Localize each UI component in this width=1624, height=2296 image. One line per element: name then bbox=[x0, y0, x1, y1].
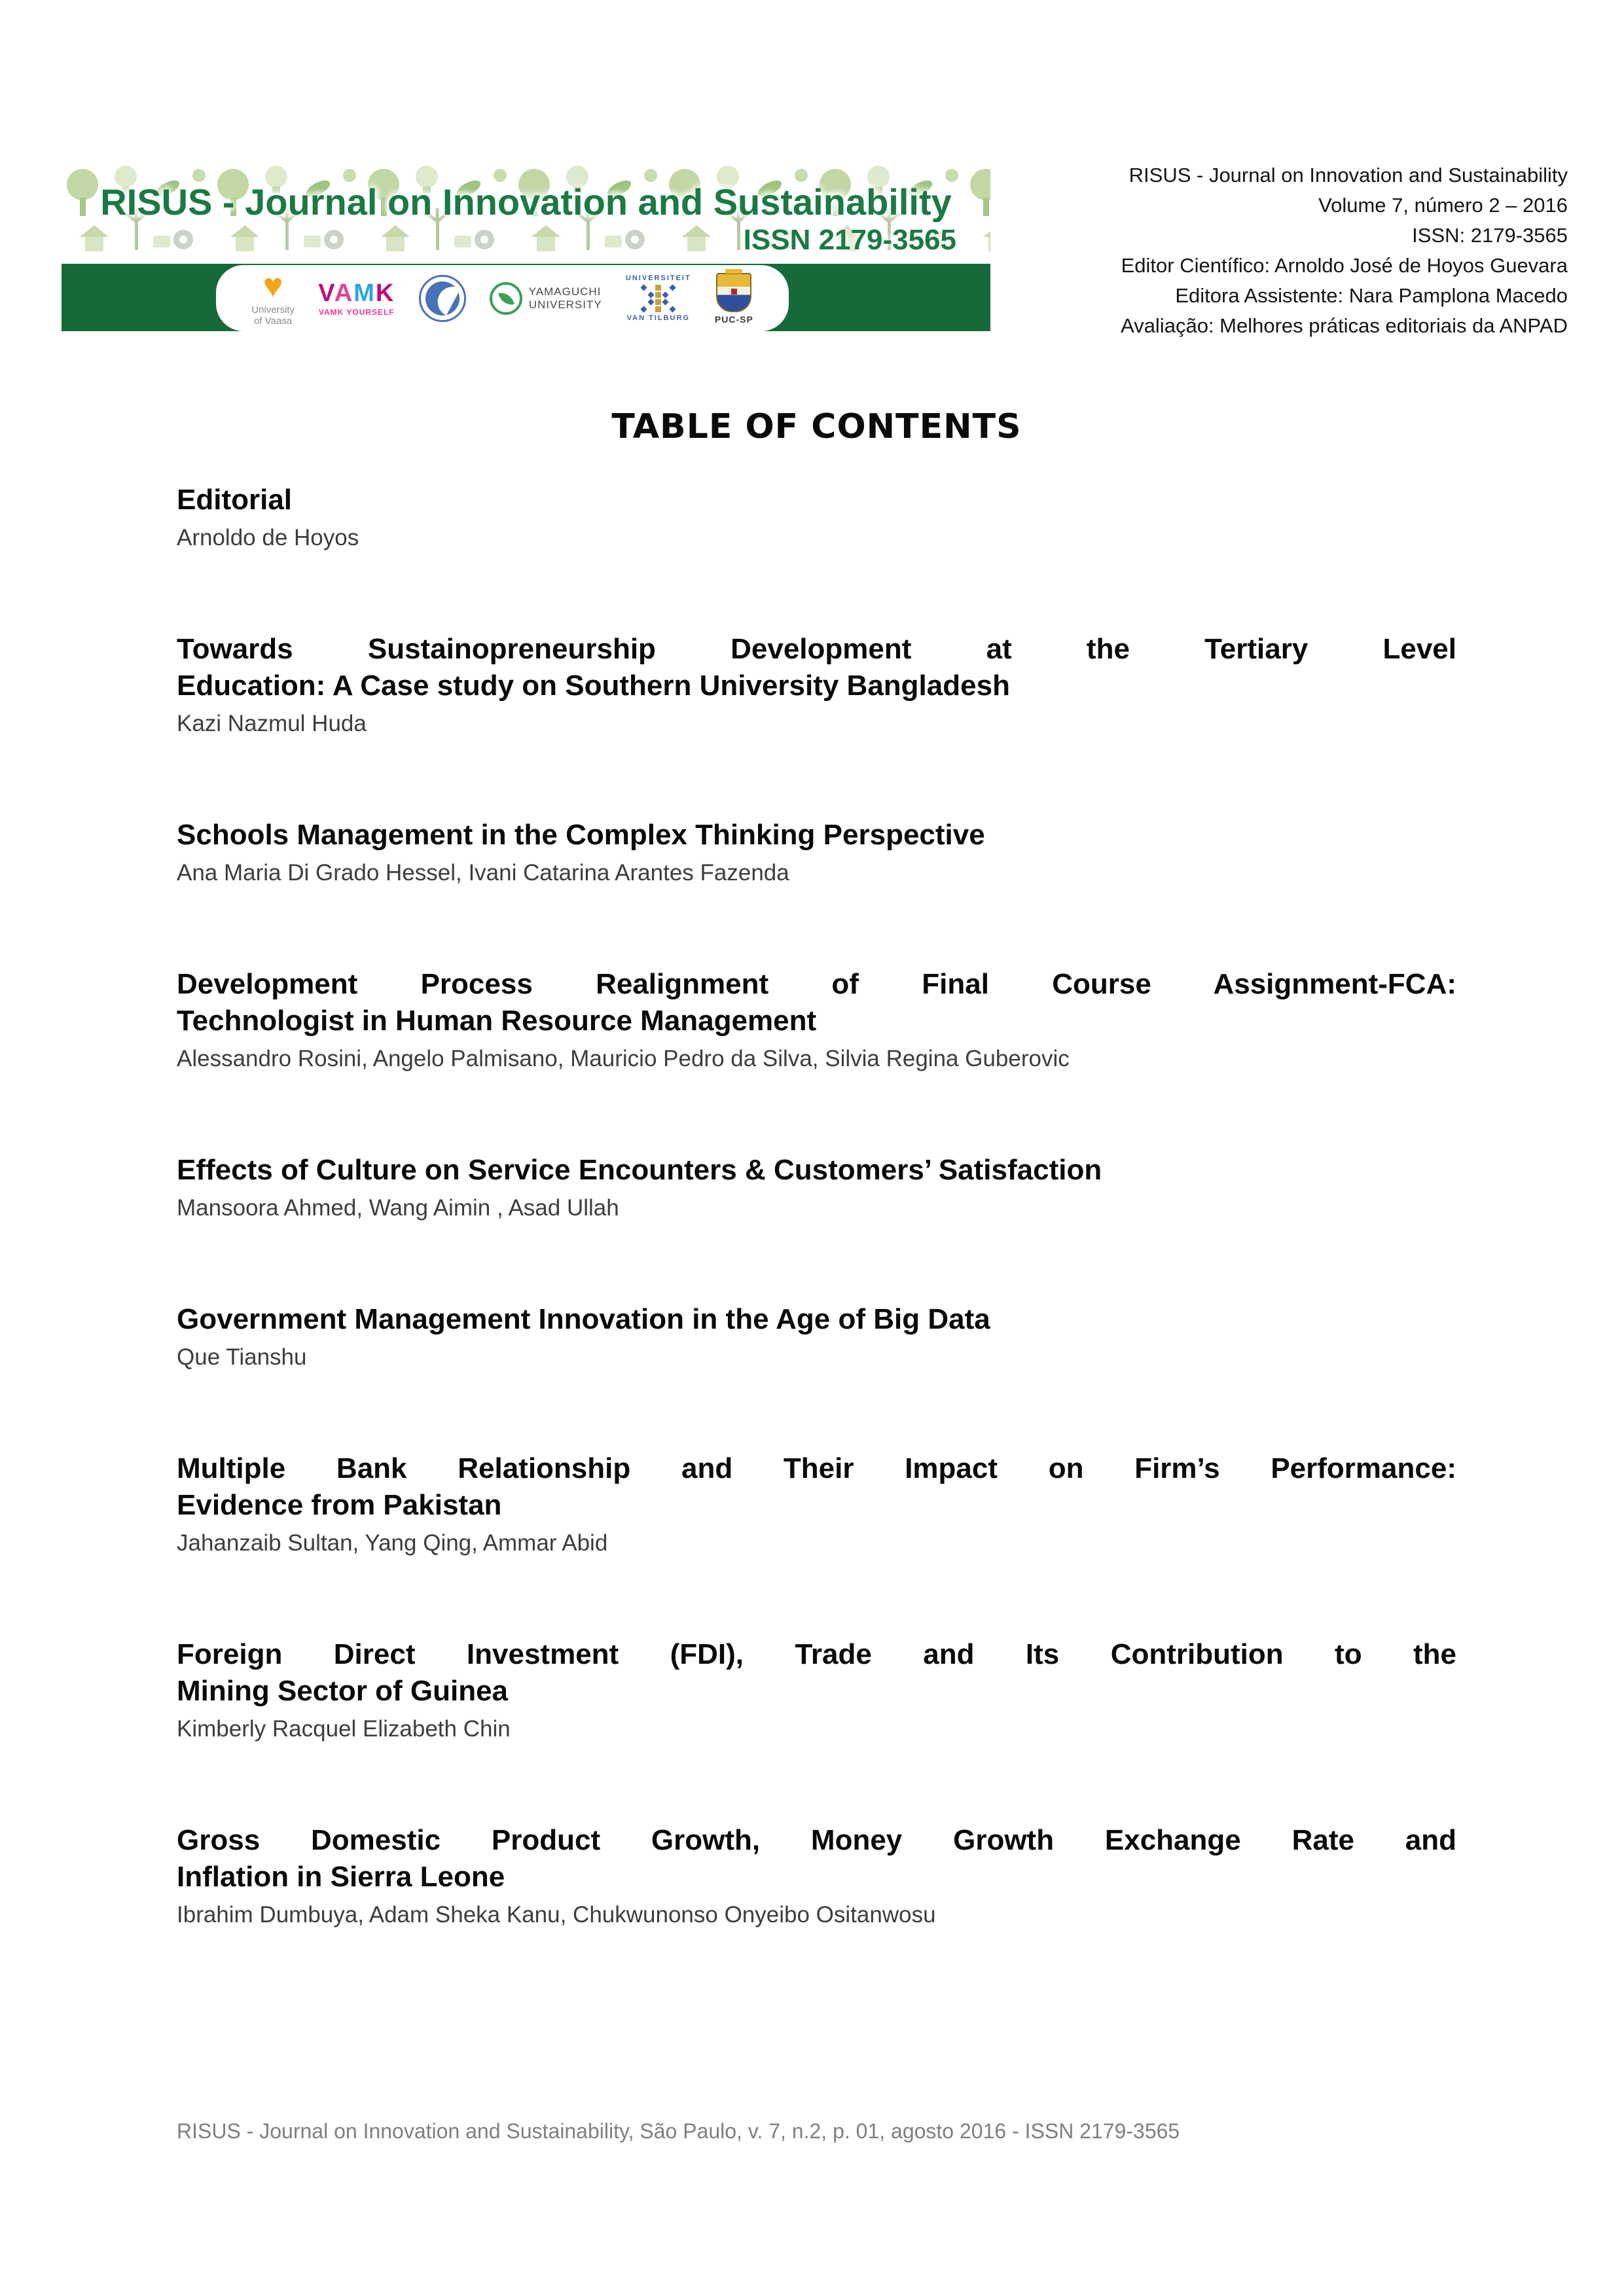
article-title-line: Evidence from Pakistan bbox=[177, 1489, 502, 1521]
article-title-line: Mining Sector of Guinea bbox=[177, 1675, 509, 1707]
article-authors: Kimberly Racquel Elizabeth Chin bbox=[177, 1716, 511, 1742]
article-title bbox=[177, 966, 1456, 1039]
vamk-wordmark bbox=[318, 281, 395, 306]
article-title-line: Government Management Innovation in the Age of Big Data bbox=[177, 1303, 990, 1335]
article-title bbox=[177, 1152, 1456, 1189]
article-authors: Arnoldo de Hoyos bbox=[177, 525, 359, 550]
journal-banner-title: RISUS - Journal on Innovation and Sustainability bbox=[100, 181, 952, 223]
article-title-line: Education: A Case study on Southern University Bangladesh bbox=[177, 670, 1010, 702]
article-title bbox=[177, 1301, 1456, 1338]
article-title-line: Foreign Direct Investment (FDI), Trade and Its Contribution to the bbox=[177, 1638, 1456, 1670]
toc-entries bbox=[177, 482, 1456, 1929]
toc-entry bbox=[177, 1450, 1456, 1558]
page-title: TABLE OF CONTENTS bbox=[611, 407, 1022, 446]
article-title-line: Development Process Realignment of Final Course Assignment-FCA: bbox=[177, 968, 1456, 1000]
vamk-caption: VAMK YOURSELF bbox=[318, 307, 395, 317]
university-of-vaasa-logo bbox=[251, 270, 295, 327]
toc-entry bbox=[177, 1636, 1456, 1744]
article-title-line: Gross Domestic Product Growth, Money Growth Exchange Rate and bbox=[177, 1824, 1456, 1856]
toc-entry bbox=[177, 482, 1456, 552]
article-authors: Ana Maria Di Grado Hessel, Ivani Catarina Arantes Fazenda bbox=[177, 860, 789, 886]
article-title bbox=[177, 631, 1456, 704]
vamk-letter: K bbox=[375, 279, 395, 307]
vamk-logo bbox=[318, 281, 395, 316]
toc-entry bbox=[177, 1822, 1456, 1929]
issue-info-line: Editor Científico: Arnoldo José de Hoyos Guevara bbox=[1121, 254, 1568, 277]
article-title-line: Inflation in Sierra Leone bbox=[177, 1861, 505, 1893]
article-title-line: Multiple Bank Relationship and Their Impact on Firm’s Performance: bbox=[177, 1452, 1456, 1484]
tilburg-caption-bottom: VAN TILBURG bbox=[626, 314, 690, 322]
article-title bbox=[177, 1636, 1456, 1710]
toc-entry bbox=[177, 631, 1456, 738]
article-title bbox=[177, 1450, 1456, 1524]
yamaguchi-leaf-icon bbox=[490, 282, 522, 315]
journal-banner-issn: ISSN 2179-3565 bbox=[743, 224, 956, 256]
issue-info-line: Editora Assistente: Nara Pamplona Macedo bbox=[1175, 284, 1568, 307]
article-title bbox=[177, 817, 1456, 853]
blue-seal-icon bbox=[419, 275, 466, 322]
partner-logos-box bbox=[216, 265, 789, 331]
vaasa-caption bbox=[251, 304, 295, 327]
issue-info-line: Avaliação: Melhores práticas editoriais da ANPAD bbox=[1121, 314, 1568, 337]
article-authors: Kazi Nazmul Huda bbox=[177, 711, 367, 736]
vamk-letter: M bbox=[353, 279, 376, 307]
article-title-line: Editorial bbox=[177, 484, 293, 516]
article-title-line: Towards Sustainopreneurship Development at the Tertiary Level bbox=[177, 633, 1456, 665]
issue-info-line: ISSN: 2179-3565 bbox=[1412, 224, 1568, 247]
article-title bbox=[177, 1822, 1456, 1895]
table-of-contents bbox=[177, 407, 1456, 2008]
article-authors: Mansoora Ahmed, Wang Aimin , Asad Ullah bbox=[177, 1195, 619, 1221]
puc-caption: PUC-SP bbox=[714, 314, 753, 325]
puc-sp-logo bbox=[715, 273, 753, 324]
article-title-line: Effects of Culture on Service Encounters & Customers’ Satisfaction bbox=[177, 1154, 1102, 1186]
issue-info-block bbox=[1121, 160, 1568, 341]
article-authors: Jahanzaib Sultan, Yang Qing, Ammar Abid bbox=[177, 1530, 608, 1556]
vaasa-caption-line1: University bbox=[251, 304, 295, 315]
footer-citation: RISUS - Journal on Innovation and Sustainability, São Paulo, v. 7, n.2, p. 01, agosto 2016 - ISSN 2179-3565 bbox=[177, 2119, 1180, 2143]
tilburg-emblem-icon bbox=[641, 285, 676, 312]
yamaguchi-university-logo bbox=[490, 282, 602, 315]
article-authors: Ibrahim Dumbuya, Adam Sheka Kanu, Chukwunonso Onyeibo Ositanwosu bbox=[177, 1902, 936, 1928]
yamaguchi-caption-line1: YAMAGUCHI bbox=[528, 285, 602, 298]
seal-swirl-icon bbox=[425, 281, 460, 315]
tilburg-caption-top: UNIVERSITEIT bbox=[625, 274, 691, 282]
vaasa-heart-icon bbox=[263, 270, 283, 302]
yamaguchi-caption-line2: UNIVERSITY bbox=[528, 298, 602, 311]
article-authors: Alessandro Rosini, Angelo Palmisano, Mauricio Pedro da Silva, Silvia Regina Guberovic bbox=[177, 1046, 1070, 1071]
toc-entry bbox=[177, 1301, 1456, 1372]
article-title-line: Technologist in Human Resource Management bbox=[177, 1005, 817, 1037]
article-title bbox=[177, 482, 1456, 518]
issue-info-line: Volume 7, número 2 – 2016 bbox=[1318, 194, 1568, 217]
vaasa-caption-line2: of Vaasa bbox=[254, 315, 293, 327]
vamk-letter: A bbox=[334, 279, 354, 307]
article-authors: Que Tianshu bbox=[177, 1344, 307, 1370]
toc-entry bbox=[177, 966, 1456, 1073]
tilburg-university-logo bbox=[626, 275, 691, 322]
puc-shield-icon bbox=[716, 273, 751, 312]
vamk-letter: V bbox=[318, 279, 334, 307]
issue-info-line: RISUS - Journal on Innovation and Sustainability bbox=[1128, 164, 1568, 187]
article-title-line: Schools Management in the Complex Thinking Perspective bbox=[177, 819, 985, 851]
yamaguchi-caption bbox=[529, 285, 602, 312]
university-seal-icon bbox=[419, 275, 466, 322]
leaf-icon bbox=[498, 291, 514, 306]
toc-entry bbox=[177, 817, 1456, 888]
toc-entry bbox=[177, 1152, 1456, 1223]
journal-banner bbox=[62, 157, 990, 331]
